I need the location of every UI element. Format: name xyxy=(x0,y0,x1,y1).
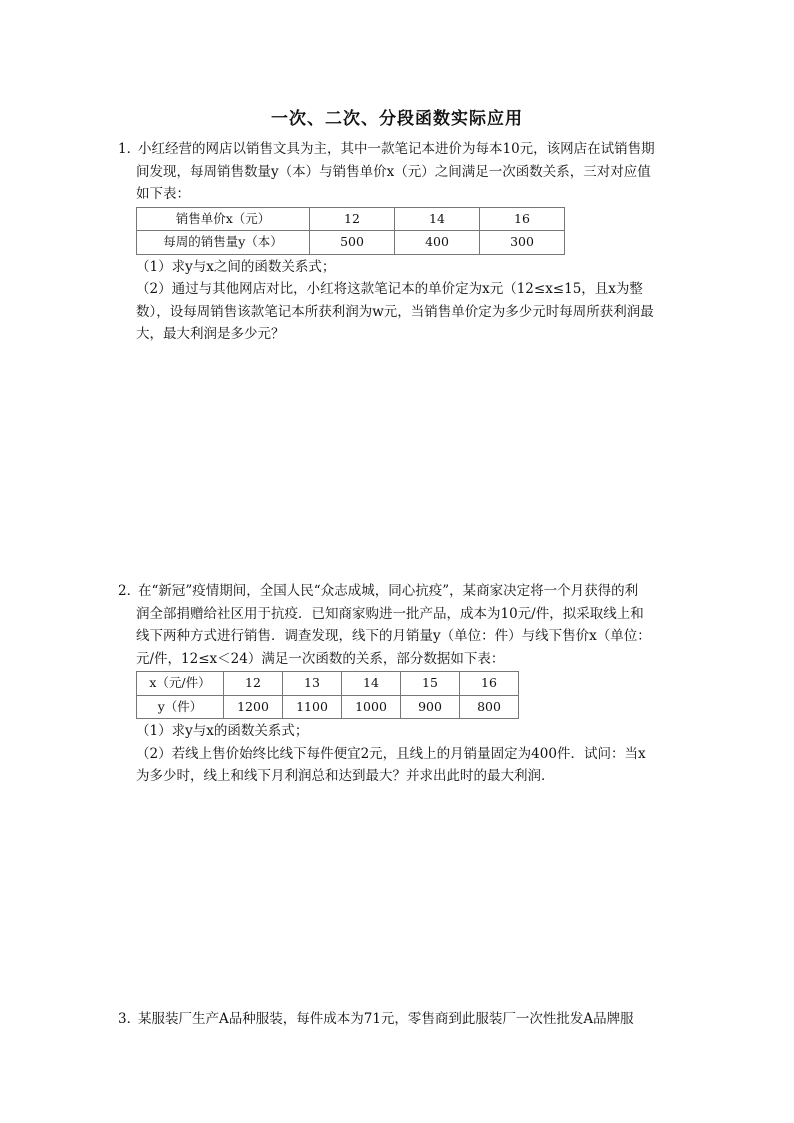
question-1-stem-line-3: 如下表： xyxy=(136,186,190,202)
table-cell: 14 xyxy=(395,207,480,231)
question-3-stem-line-1: 3．某服装厂生产A品种服装，每件成本为71元，零售商到此服装厂一次性批发A品牌服 xyxy=(118,1008,678,1031)
table-cell: 1000 xyxy=(342,695,401,719)
question-1-part-2-line-2: 数），设每周销售该款笔记本所获利润为w元，当销售单价定为多少元时每周所获利润最 xyxy=(136,303,654,320)
table-cell: 1100 xyxy=(283,695,342,719)
question-2-part-1: （1）求y与x的函数关系式； xyxy=(136,723,309,739)
question-1-stem-line-2: 间发现，每周销售数量y（本）与销售单价x（元）之间满足一次函数关系，三对对应值 xyxy=(136,163,651,180)
table-row xyxy=(137,672,519,696)
table-cell: 300 xyxy=(480,231,565,255)
table-row xyxy=(137,695,519,719)
question-3 xyxy=(118,1008,678,1031)
table-cell: x（元/件） xyxy=(137,672,224,696)
table-cell: 1200 xyxy=(224,695,283,719)
table-cell: 每周的销售量y（本） xyxy=(137,231,310,255)
question-1-part-2-line-1: （2）通过与其他网店对比，小红将这款笔记本的单价定为x元（12≤x≤15，且x为整 xyxy=(136,281,643,297)
question-1-stem-line-1: 1．小红经营的网店以销售文具为主，其中一款笔记本进价为每本10元，该网店在试销售期 xyxy=(118,138,678,161)
question-2-part-2-line-2: 为多少时，线上和线下月利润总和达到最大？并求出此时的最大利润． xyxy=(136,768,555,784)
question-1 xyxy=(118,138,678,346)
question-1-part-2-line-3: 大，最大利润是多少元？ xyxy=(136,326,285,342)
table-cell: 900 xyxy=(401,695,460,719)
question-2-table xyxy=(136,671,519,719)
question-2-stem-line-3: 线下两种方式进行销售．调查发现，线下的月销量y（单位：件）与线下售价x（单位： xyxy=(136,628,651,644)
question-2-number: 2． xyxy=(118,583,141,599)
question-1-table xyxy=(136,207,565,255)
table-cell: 500 xyxy=(310,231,395,255)
table-cell: 12 xyxy=(224,672,283,696)
question-3-number: 3． xyxy=(118,1011,141,1027)
question-2-part-2-line-1: （2）若线上售价始终比线下每件便宜2元，且线上的月销量固定为400件．试问：当x xyxy=(136,745,646,762)
question-2-stem-line-4: 元/件，12≤x＜24）满足一次函数的关系，部分数据如下表： xyxy=(136,650,505,667)
page-title: 一次、二次、分段函数实际应用 xyxy=(271,109,523,129)
question-1-number: 1． xyxy=(118,141,141,157)
table-cell: 12 xyxy=(310,207,395,231)
table-row xyxy=(137,207,565,231)
question-2 xyxy=(118,580,678,788)
table-cell: 16 xyxy=(480,207,565,231)
table-cell: 销售单价x（元） xyxy=(137,207,310,231)
table-cell: 14 xyxy=(342,672,401,696)
table-cell: 16 xyxy=(460,672,519,696)
table-cell: 800 xyxy=(460,695,519,719)
table-cell: 15 xyxy=(401,672,460,696)
table-cell: y（件） xyxy=(137,695,224,719)
question-2-stem-line-2: 润全部捐赠给社区用于抗疫．已知商家购进一批产品，成本为10元/件，拟采取线上和 xyxy=(136,605,644,622)
table-cell: 400 xyxy=(395,231,480,255)
question-1-part-1: （1）求y与x之间的函数关系式； xyxy=(136,258,336,275)
table-cell: 13 xyxy=(283,672,342,696)
table-row xyxy=(137,231,565,255)
question-2-stem-line-1: 2．在“新冠”疫情期间，全国人民“众志成城，同心抗疫”，某商家决定将一个月获得的利 xyxy=(118,580,678,603)
